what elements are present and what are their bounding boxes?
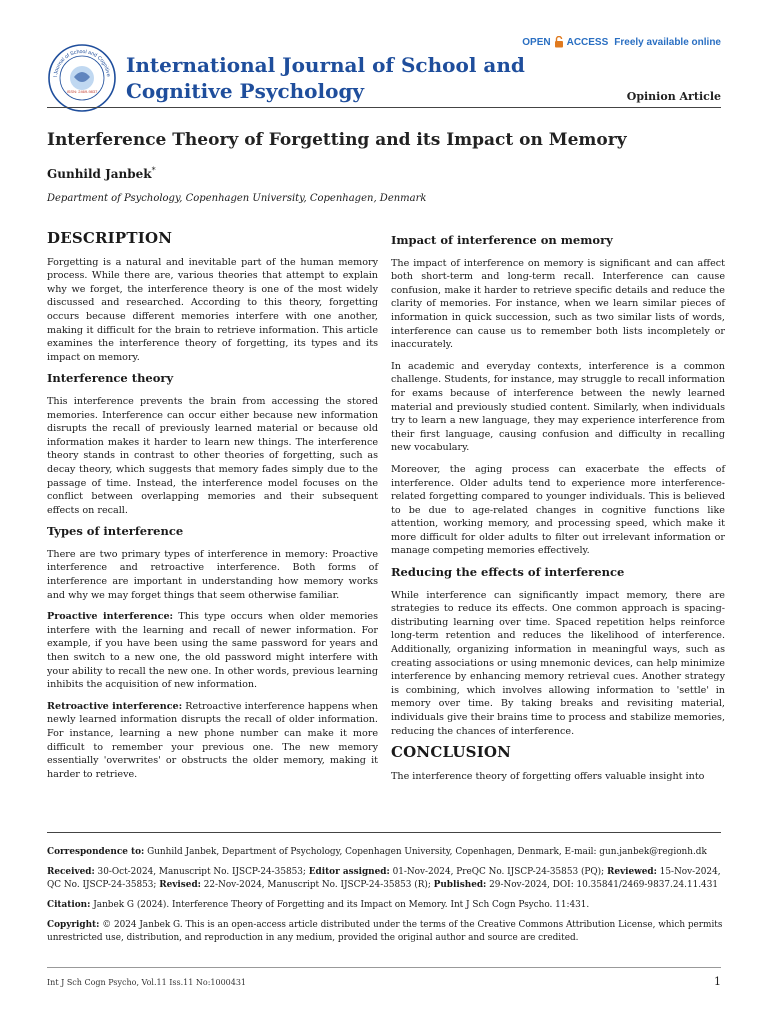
journal-title-line2: Cognitive Psychology	[126, 79, 365, 103]
heading-types-of-interference: Types of interference	[47, 524, 184, 539]
footnote-divider	[47, 832, 721, 833]
page-number: 1	[714, 975, 721, 988]
author-footnote-mark: *	[151, 166, 156, 175]
paragraph: This interference prevents the brain from accessing the stored memories. Interference can occur either because new information disrupts the recall of previously learned material or because old information makes it harder to learn new things. The interference theory stands in contrast to other theories of forgetting, such as decay theory, which suggests that memory fades simply due to the passage of time. Instead, the interference model focuses on the conflict between overlapping memories and their subsequent effects on recall.	[47, 395, 378, 516]
running-footer-divider	[47, 967, 721, 968]
paragraph: Forgetting is a natural and inevitable part of the human memory process. While there are, various theories that attempt to explain why we forget, the interference theory is one of the most widely discussed and researched. According to this theory, forgetting occurs because different memories interfere with one another, making it difficult for the brain to retrieve information. This article examines the interference theory of forgetting, its types and its impact on memory.	[47, 256, 378, 363]
correspondence-note: Correspondence to: Gunhild Janbek, Department of Psychology, Copenhagen University, Copenhagen, Denmark, E-mail: gun.janbek@regionh.dk	[47, 847, 707, 857]
paragraph: The interference theory of forgetting offers valuable insight into	[391, 770, 705, 782]
citation-note: Citation: Janbek G (2024). Interference Theory of Forgetting and its Impact on Memory. Int J Sch Cogn Psycho. 11:431.	[47, 900, 590, 910]
paragraph-retroactive: Retroactive interference: Retroactive interference happens when newly learned information disrupts the recall of older information. For instance, learning a new phone number can make it more difficult to remember your previous one. The new memory essentially 'overwrites' or obstructs the older memory, making it harder to retrieve.	[47, 700, 378, 780]
oa-access-text: ACCESS	[566, 36, 609, 48]
article-title: Interference Theory of Forgetting and its Impact on Memory	[47, 130, 627, 150]
article-type: Opinion Article	[626, 90, 721, 103]
header-divider	[47, 107, 721, 108]
paragraph: There are two primary types of interference in memory: Proactive interference and retroactive interference. Both forms of interference are important in understanding how memory works and why we may forget things that seem otherwise familiar.	[47, 548, 378, 601]
open-access-badge	[522, 36, 721, 48]
dates-note: Received: 30-Oct-2024, Manuscript No. IJSCP-24-35853; Editor assigned: 01-Nov-2024, PreQC No. IJSCP-24-35853 (PQ); Reviewed: 15-Nov-2024, QC No. IJSCP-24-35853; Revised: 22-Nov-2024, Manuscript No. IJSCP-24-35853 (R); Published: 29-Nov-2024, DOI: 10.35841/2469-9837.24.11.431	[47, 867, 721, 890]
journal-title	[126, 52, 525, 104]
paragraph-proactive: Proactive interference: This type occurs when older memories interfere with the learning and recall of newer information. For example, if you have been using the same password for years and then switch to a new one, the old password might interfere with your ability to recall the new one. In other words, previous learning inhibits the acquisition of new information.	[47, 611, 378, 691]
oa-open-text: OPEN	[522, 36, 551, 48]
left-column	[47, 229, 378, 789]
journal-title-line1: International Journal of School and	[126, 53, 525, 77]
heading-interference-theory: Interference theory	[47, 371, 174, 386]
author-name: Gunhild Janbek*	[47, 166, 156, 181]
copyright-note: Copyright: © 2024 Janbek G. This is an open-access article distributed under the terms of the Creative Commons Attribution License, which permits unrestricted use, distribution, and reproduction in any medium, provided the original author and source are credited.	[47, 920, 723, 943]
article-notes	[47, 846, 723, 952]
heading-reducing-effects: Reducing the effects of interference	[391, 565, 625, 580]
svg-text:International Journal of Schoo: l Journal of School and Cognitive	[53, 48, 111, 78]
heading-conclusion: CONCLUSION	[391, 743, 512, 762]
paragraph: In academic and everyday contexts, interference is a common challenge. Students, for instance, may struggle to recall information for exams because of interference between the newly learned material and previously studied content. Similarly, when individuals try to learn a new language, they may experience interference from their first language, causing confusion and difficulty in recalling new vocabulary.	[391, 360, 725, 454]
retroactive-label: Retroactive interference:	[47, 700, 183, 712]
heading-impact: Impact of interference on memory	[391, 233, 613, 247]
oa-tagline: Freely available online	[614, 36, 721, 48]
journal-logo-seal	[47, 43, 117, 113]
paragraph: While interference can significantly impact memory, there are strategies to reduce its effects. One common approach is spacing-distributing learning over time. Spaced repetition helps reinforce long-term retention and reduces the likelihood of interference. Additionally, organizing information in meaningful ways, such as creating associations or using mnemonic devices, can help minimize interference by enhancing memory retrieval cues. Another strategy is combining, which involves allowing information to 'settle' in memory over time. By taking breaks and revisiting material, individuals give their brains time to process and stabilize memories, reducing the chances of interference.	[391, 589, 725, 737]
open-lock-icon	[554, 36, 564, 48]
proactive-label: Proactive interference:	[47, 611, 174, 623]
running-footer: Int J Sch Cogn Psycho, Vol.11 Iss.11 No:1000431	[47, 978, 247, 987]
paragraph: The impact of interference on memory is significant and can affect both short-term and long-term recall. Interference can cause confusion, make it harder to retrieve specific details and reduce the clarity of memories. For instance, when we learn similar pieces of information in quick succession, such as two similar lists of words, interference can cause us to remember both lists incompletely or inaccurately.	[391, 257, 725, 351]
author-affiliation: Department of Psychology, Copenhagen University, Copenhagen, Denmark	[47, 193, 427, 204]
heading-description: DESCRIPTION	[47, 229, 173, 247]
right-column	[391, 234, 725, 791]
paragraph: Moreover, the aging process can exacerbate the effects of interference. Older adults tend to experience more interference-related forgetting compared to younger individuals. This is believed to be due to age-related changes in cognitive functions like attention, working memory, and processing speed, which make it more difficult for older adults to filter out irrelevant information or manage competing memories effectively.	[391, 463, 725, 557]
svg-text:ISSN: 2469-9837: ISSN: 2469-9837	[66, 89, 98, 94]
